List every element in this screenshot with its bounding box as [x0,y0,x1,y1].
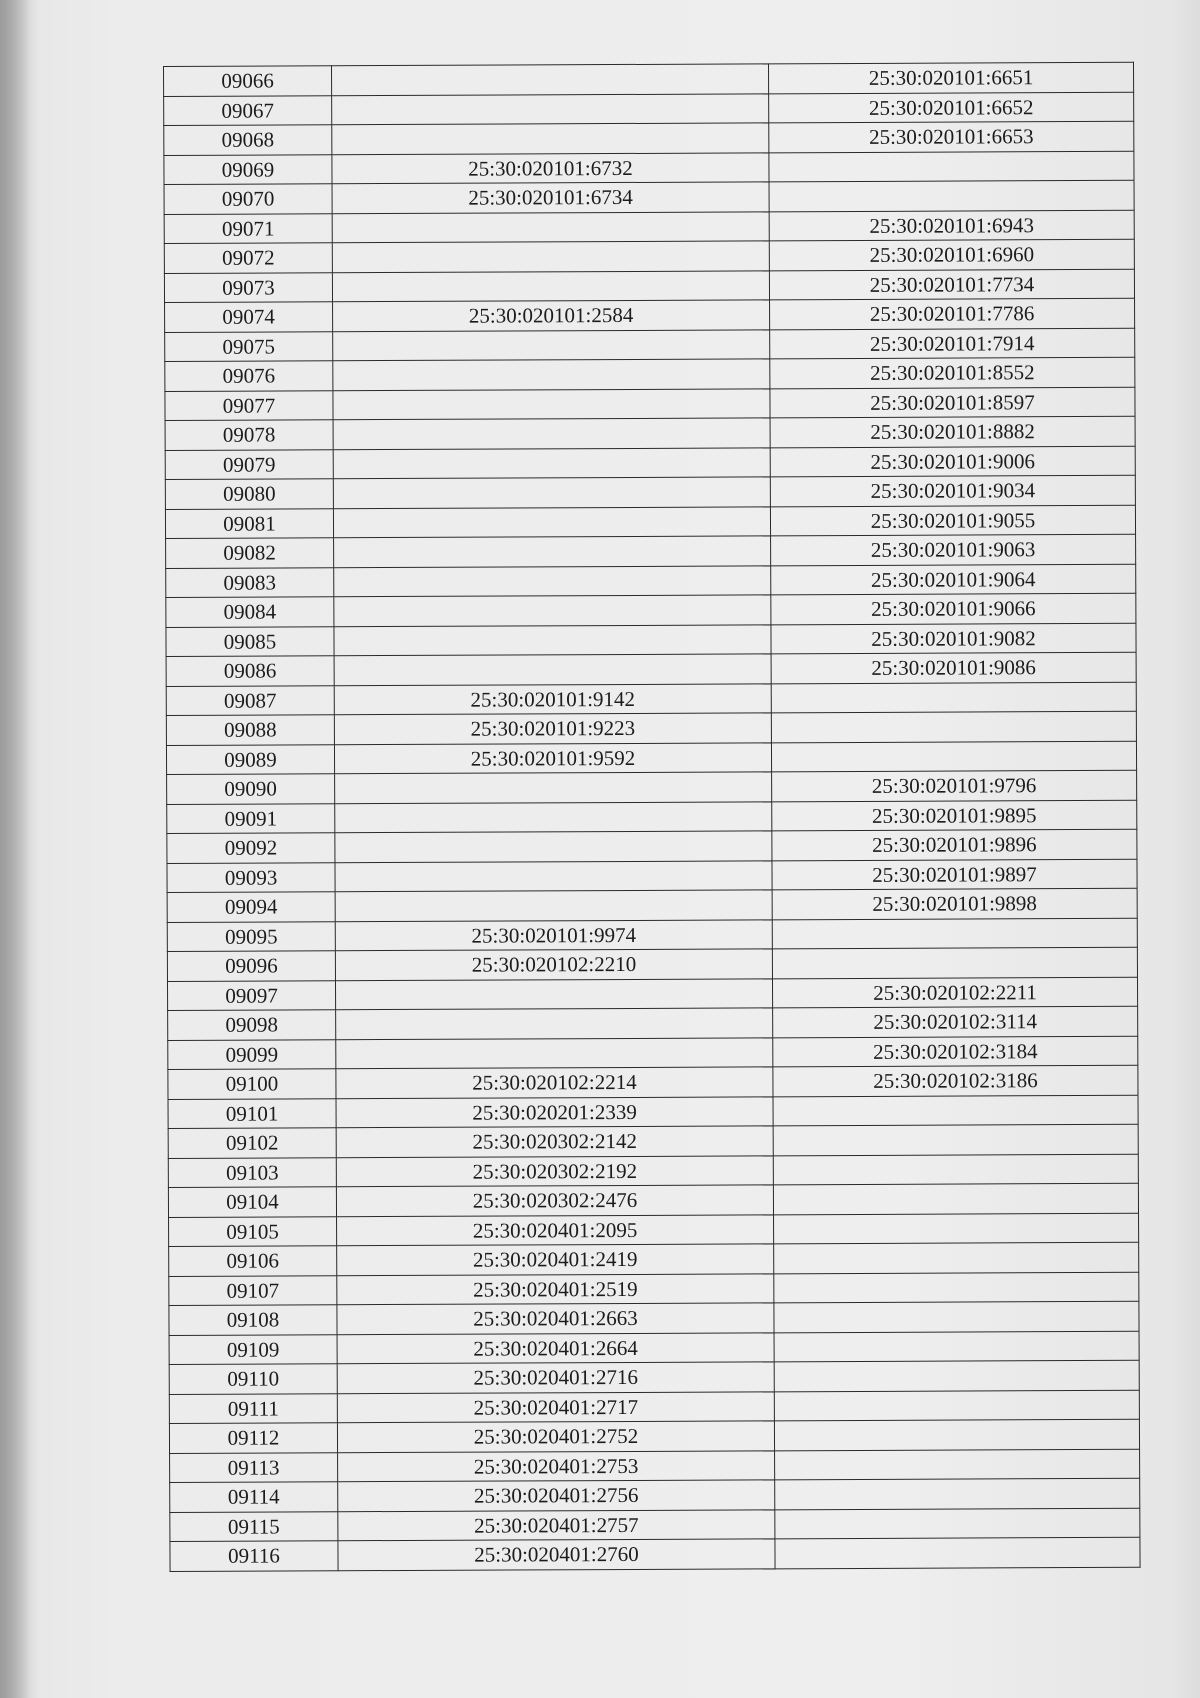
related-cadastral-number-cell [774,1213,1139,1244]
row-number-cell: 09104 [168,1187,336,1217]
cadastral-number-cell: 25:30:020302:2476 [336,1185,773,1216]
cadastral-number-cell: 25:30:020401:2419 [337,1244,774,1275]
table-row [168,1124,1138,1158]
row-number-cell: 09071 [164,213,332,243]
related-cadastral-number-cell: 25:30:020101:7734 [769,269,1134,300]
cadastral-number-cell: 25:30:020401:2757 [338,1509,775,1540]
table-row [167,829,1137,863]
table-row [169,1419,1139,1453]
row-number-cell: 09089 [166,744,334,774]
table-row [168,1095,1138,1129]
cadastral-number-cell: 25:30:020102:2214 [336,1067,773,1098]
related-cadastral-number-cell: 25:30:020101:9082 [771,623,1136,654]
related-cadastral-number-cell: 25:30:020101:7786 [770,298,1135,329]
related-cadastral-number-cell: 25:30:020101:9898 [772,888,1137,919]
row-number-cell: 09072 [164,243,332,273]
table-row [166,564,1136,598]
table-row [166,711,1136,745]
row-number-cell: 09113 [170,1452,338,1482]
table-row [170,1478,1140,1512]
cadastral-number-cell [332,211,769,242]
row-number-cell: 09068 [164,125,332,155]
row-number-cell: 09098 [168,1010,336,1040]
cadastral-number-cell [334,654,771,685]
row-number-cell: 09070 [164,184,332,214]
related-cadastral-number-cell: 25:30:020102:2211 [772,977,1137,1008]
row-number-cell: 09095 [167,921,335,951]
cadastral-number-cell: 25:30:020401:2663 [337,1303,774,1334]
row-number-cell: 09075 [165,331,333,361]
related-cadastral-number-cell [774,1390,1139,1421]
row-number-cell: 09100 [168,1069,336,1099]
table-row [167,770,1137,804]
row-number-cell: 09096 [167,951,335,981]
related-cadastral-number-cell: 25:30:020101:9086 [771,652,1136,683]
row-number-cell: 09074 [165,302,333,332]
cadastral-number-table [163,62,1141,1572]
row-number-cell: 09082 [166,538,334,568]
related-cadastral-number-cell: 25:30:020101:9063 [771,534,1136,565]
cadastral-number-cell [333,359,770,390]
cadastral-number-cell [336,1008,773,1039]
table-row [164,239,1134,273]
row-number-cell: 09099 [168,1039,336,1069]
row-number-cell: 09078 [165,420,333,450]
cadastral-number-cell: 25:30:020101:9592 [334,742,771,773]
table-row [168,1036,1138,1070]
related-cadastral-number-cell [771,682,1136,713]
related-cadastral-number-cell: 25:30:020101:6651 [768,62,1133,93]
table-row [169,1390,1139,1424]
row-number-cell: 09090 [167,774,335,804]
related-cadastral-number-cell [771,741,1136,772]
row-number-cell: 09102 [168,1128,336,1158]
cadastral-number-cell: 25:30:020101:9223 [334,713,771,744]
cadastral-number-cell: 25:30:020101:9974 [335,919,772,950]
related-cadastral-number-cell: 25:30:020101:6960 [769,239,1134,270]
cadastral-number-cell: 25:30:020401:2752 [337,1421,774,1452]
table-row [169,1301,1139,1335]
row-number-cell: 09079 [165,449,333,479]
related-cadastral-number-cell: 25:30:020101:9064 [771,564,1136,595]
table-row [167,800,1137,834]
row-number-cell: 09087 [166,685,334,715]
row-number-cell: 09114 [170,1482,338,1512]
cadastral-number-cell: 25:30:020302:2142 [336,1126,773,1157]
related-cadastral-number-cell [771,711,1136,742]
table-row [166,741,1136,775]
table-row [166,623,1136,657]
row-number-cell: 09109 [169,1334,337,1364]
related-cadastral-number-cell [775,1478,1140,1509]
table-row [167,859,1137,893]
table-row [164,180,1134,214]
cadastral-number-cell: 25:30:020401:2095 [337,1214,774,1245]
related-cadastral-number-cell [772,947,1137,978]
table-row [165,505,1135,539]
row-number-cell: 09110 [169,1364,337,1394]
table-row [165,387,1135,421]
cadastral-number-cell [333,329,770,360]
table-row [168,1154,1138,1188]
row-number-cell: 09103 [168,1157,336,1187]
cadastral-number-cell [332,64,769,95]
related-cadastral-number-cell [775,1449,1140,1480]
row-number-cell: 09105 [169,1216,337,1246]
row-number-cell: 09101 [168,1098,336,1128]
table-body [164,62,1141,1571]
table-row [166,652,1136,686]
row-number-cell: 09083 [166,567,334,597]
row-number-cell: 09092 [167,833,335,863]
related-cadastral-number-cell [773,1183,1138,1214]
cadastral-number-cell: 25:30:020201:2339 [336,1096,773,1127]
related-cadastral-number-cell [774,1360,1139,1391]
cadastral-number-cell: 25:30:020302:2192 [336,1155,773,1186]
cadastral-number-cell [333,447,770,478]
cadastral-number-cell [334,536,771,567]
related-cadastral-number-cell [774,1272,1139,1303]
related-cadastral-number-cell: 25:30:020101:9796 [772,770,1137,801]
row-number-cell: 09088 [166,715,334,745]
related-cadastral-number-cell [769,180,1134,211]
related-cadastral-number-cell [774,1331,1139,1362]
cadastral-number-cell [335,860,772,891]
table-row [169,1213,1139,1247]
cadastral-number-cell [333,418,770,449]
table-row [165,446,1135,480]
related-cadastral-number-cell [772,918,1137,949]
related-cadastral-number-cell: 25:30:020101:9895 [772,800,1137,831]
table-row [166,593,1136,627]
cadastral-number-cell [335,890,772,921]
cadastral-number-cell [332,93,769,124]
related-cadastral-number-cell: 25:30:020101:9034 [770,475,1135,506]
related-cadastral-number-cell: 25:30:020101:9055 [770,505,1135,536]
related-cadastral-number-cell: 25:30:020101:9896 [772,829,1137,860]
cadastral-number-cell [335,772,772,803]
row-number-cell: 09108 [169,1305,337,1335]
table-row [167,947,1137,981]
related-cadastral-number-cell: 25:30:020101:6652 [769,92,1134,123]
table-row [168,1065,1138,1099]
row-number-cell: 09081 [165,508,333,538]
related-cadastral-number-cell: 25:30:020101:8882 [770,416,1135,447]
related-cadastral-number-cell: 25:30:020101:6653 [769,121,1134,152]
cadastral-number-cell: 25:30:020401:2760 [338,1539,775,1570]
cadastral-number-cell: 25:30:020101:6734 [332,182,769,213]
row-number-cell: 09111 [169,1393,337,1423]
related-cadastral-number-cell: 25:30:020101:9066 [771,593,1136,624]
related-cadastral-number-cell [775,1508,1140,1539]
table-row [164,62,1134,96]
related-cadastral-number-cell: 25:30:020101:7914 [770,328,1135,359]
row-number-cell: 09069 [164,154,332,184]
table-row [169,1331,1139,1365]
related-cadastral-number-cell [773,1154,1138,1185]
row-number-cell: 09067 [164,95,332,125]
related-cadastral-number-cell [774,1242,1139,1273]
related-cadastral-number-cell: 25:30:020101:8597 [770,387,1135,418]
cadastral-number-cell [335,801,772,832]
table-row [165,357,1135,391]
cadastral-number-cell [332,123,769,154]
row-number-cell: 09091 [167,803,335,833]
related-cadastral-number-cell [769,151,1134,182]
cadastral-number-cell [332,270,769,301]
table-row [164,210,1134,244]
row-number-cell: 09066 [164,66,332,96]
cadastral-number-cell: 25:30:020101:6732 [332,152,769,183]
cadastral-number-cell: 25:30:020401:2519 [337,1273,774,1304]
cadastral-number-cell [333,388,770,419]
table-row [167,977,1137,1011]
table-row [169,1272,1139,1306]
table-row [168,1183,1138,1217]
cadastral-number-cell [335,831,772,862]
table-row [164,151,1134,185]
table-row [164,121,1134,155]
related-cadastral-number-cell [773,1095,1138,1126]
row-number-cell: 09115 [170,1511,338,1541]
row-number-cell: 09093 [167,862,335,892]
table-row [169,1242,1139,1276]
table-row [168,1006,1138,1040]
related-cadastral-number-cell: 25:30:020101:9006 [770,446,1135,477]
table-row [166,534,1136,568]
table-row [165,328,1135,362]
row-number-cell: 09107 [169,1275,337,1305]
cadastral-number-cell [336,1037,773,1068]
table-row [165,416,1135,450]
table-row [170,1537,1140,1571]
cadastral-number-cell: 25:30:020401:2753 [338,1450,775,1481]
cadastral-number-cell [334,565,771,596]
related-cadastral-number-cell [773,1124,1138,1155]
cadastral-number-cell: 25:30:020101:2584 [333,300,770,331]
related-cadastral-number-cell [774,1419,1139,1450]
row-number-cell: 09106 [169,1246,337,1276]
table-row [167,888,1137,922]
cadastral-number-cell: 25:30:020102:2210 [335,949,772,980]
table-row [165,298,1135,332]
table-row [169,1360,1139,1394]
row-number-cell: 09085 [166,626,334,656]
related-cadastral-number-cell: 25:30:020101:8552 [770,357,1135,388]
cadastral-number-cell [335,978,772,1009]
cadastral-number-cell: 25:30:020401:2664 [337,1332,774,1363]
table-row [167,918,1137,952]
related-cadastral-number-cell: 25:30:020101:9897 [772,859,1137,890]
cadastral-number-cell [333,506,770,537]
row-number-cell: 09116 [170,1541,338,1571]
related-cadastral-number-cell: 25:30:020101:6943 [769,210,1134,241]
cadastral-number-cell [332,241,769,272]
row-number-cell: 09076 [165,361,333,391]
cadastral-number-cell: 25:30:020401:2716 [337,1362,774,1393]
table-row [166,682,1136,716]
cadastral-number-cell: 25:30:020401:2756 [338,1480,775,1511]
table-row [164,269,1134,303]
related-cadastral-number-cell: 25:30:020102:3186 [773,1065,1138,1096]
related-cadastral-number-cell: 25:30:020102:3114 [773,1006,1138,1037]
row-number-cell: 09073 [164,272,332,302]
table-row [170,1449,1140,1483]
row-number-cell: 09086 [166,656,334,686]
cadastral-number-cell [334,595,771,626]
row-number-cell: 09080 [165,479,333,509]
row-number-cell: 09112 [169,1423,337,1453]
related-cadastral-number-cell [775,1537,1140,1568]
row-number-cell: 09084 [166,597,334,627]
cadastral-number-cell [334,624,771,655]
cadastral-number-cell [333,477,770,508]
related-cadastral-number-cell: 25:30:020102:3184 [773,1036,1138,1067]
row-number-cell: 09097 [167,980,335,1010]
table-row [165,475,1135,509]
related-cadastral-number-cell [774,1301,1139,1332]
cadastral-number-cell: 25:30:020101:9142 [334,683,771,714]
table-row [170,1508,1140,1542]
cadastral-number-cell: 25:30:020401:2717 [337,1391,774,1422]
row-number-cell: 09094 [167,892,335,922]
table-row [164,92,1134,126]
row-number-cell: 09077 [165,390,333,420]
